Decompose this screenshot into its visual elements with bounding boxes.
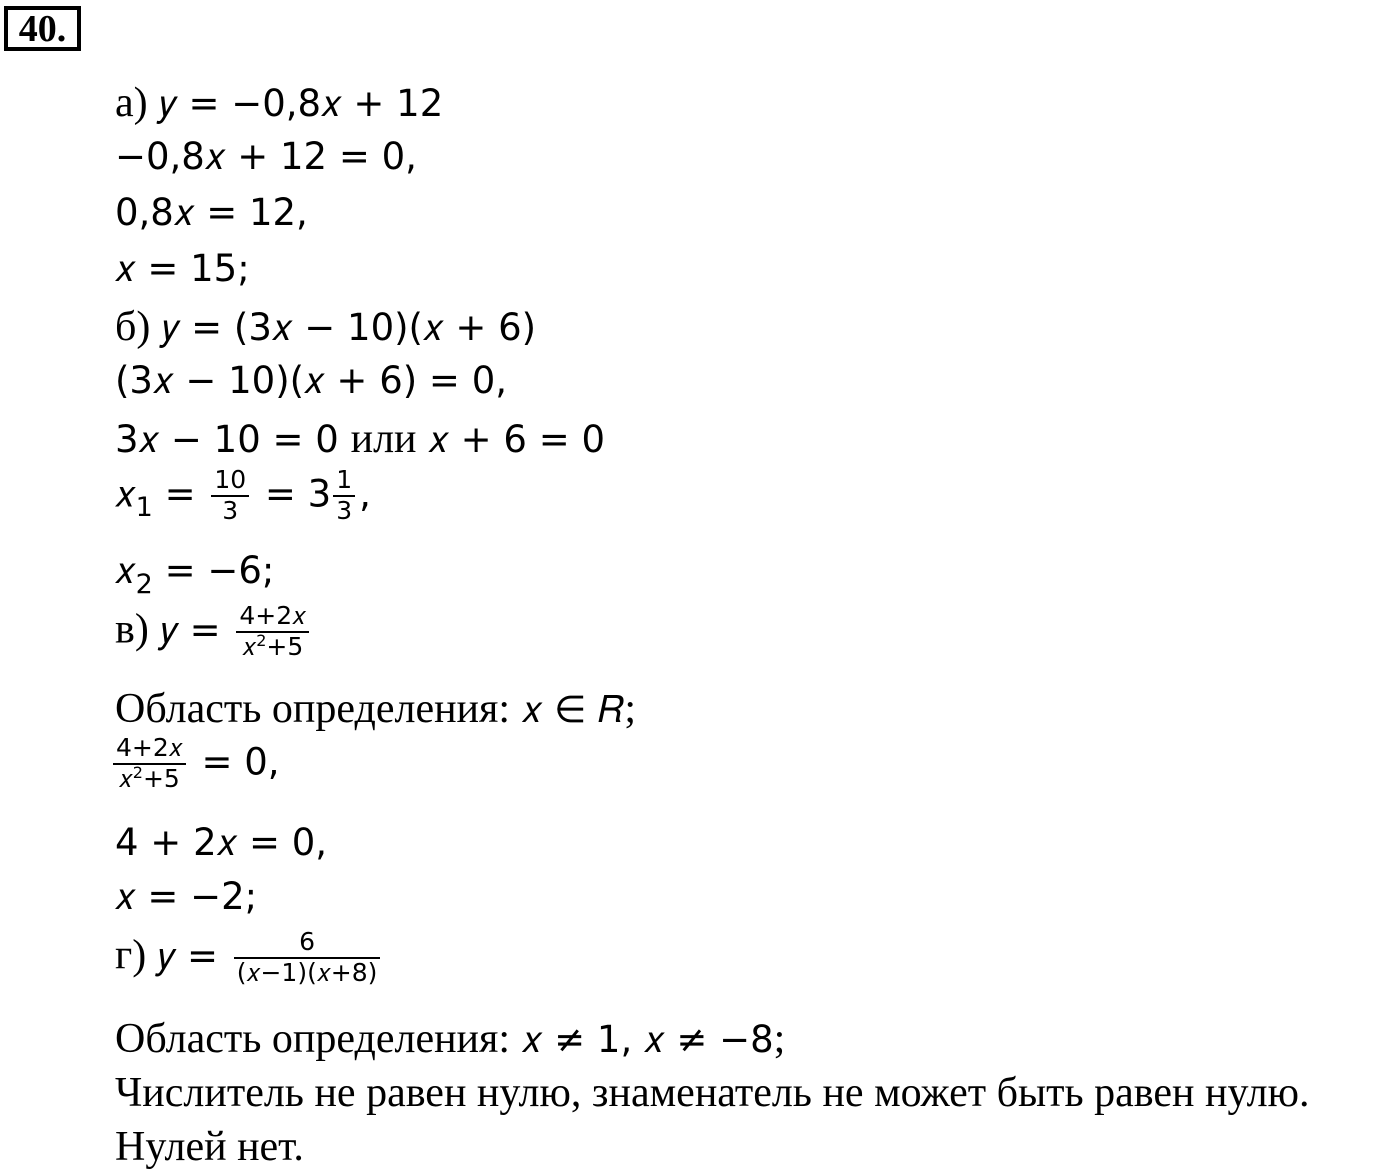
fraction-numerator: 1 <box>336 465 353 494</box>
fraction-numerator: 4+2𝑥 <box>239 601 307 630</box>
part-b-root-2 <box>115 549 275 600</box>
part-g-fraction <box>234 928 381 988</box>
part-b-factor-2: 𝑥 + 6 = 0 <box>428 418 606 461</box>
fraction-numerator: 10 <box>214 465 247 494</box>
part-v-step-1 <box>113 734 280 794</box>
den-x: 𝑥 <box>118 763 133 793</box>
part-v-fraction <box>236 602 309 662</box>
part-b-label: б) <box>115 304 151 350</box>
den-exponent: 2 <box>256 630 267 650</box>
part-b-function: 𝑦 = (3𝑥 − 10)(𝑥 + 6) <box>162 306 537 349</box>
part-b-or-word: или <box>350 416 417 462</box>
comma: , <box>359 472 371 516</box>
equals-sign: = <box>164 472 196 516</box>
x2-symbol: 𝑥 <box>115 549 136 592</box>
fraction-1-over-3 <box>333 466 355 526</box>
den-plus-5: +5 <box>142 763 180 793</box>
fraction-10-over-3 <box>211 466 249 526</box>
x2-subscript: 2 <box>135 569 153 600</box>
part-g-note: Числитель не равен нулю, знаменатель не может быть равен нулю. <box>115 1070 1310 1116</box>
part-a-equation <box>115 82 443 124</box>
equals-zero: = 0, <box>201 740 280 784</box>
part-v-equation <box>115 602 313 662</box>
part-v-domain <box>115 688 636 730</box>
part-g-lhs: 𝑦 = <box>157 934 219 978</box>
part-v-fraction-eq <box>113 734 186 794</box>
part-a-result: 𝑥 = 15; <box>115 247 250 290</box>
part-v-label: в) <box>115 606 149 653</box>
fraction-denominator <box>239 630 306 662</box>
part-b-step-2 <box>115 418 605 460</box>
part-v-step-2: 4 + 2𝑥 = 0, <box>115 821 328 864</box>
part-a-function: 𝑦 = −0,8𝑥 + 12 <box>159 82 444 125</box>
part-g-equation <box>115 928 384 988</box>
semicolon: ; <box>773 1016 786 1062</box>
den-exponent: 2 <box>132 762 143 782</box>
domain-label: Область определения: <box>115 686 511 732</box>
part-g-domain <box>115 1018 785 1060</box>
part-b-step-1: (3𝑥 − 10)(𝑥 + 6) = 0, <box>115 359 507 402</box>
fraction-denominator: (𝑥−1)(𝑥+8) <box>236 957 378 987</box>
part-b-root-1 <box>115 466 371 526</box>
fraction-denominator: 3 <box>336 495 353 525</box>
part-a-step-1: −0,8𝑥 + 12 = 0, <box>115 135 417 178</box>
domain-label: Область определения: <box>115 1016 511 1062</box>
part-b-factor-1: 3𝑥 − 10 = 0 <box>115 418 339 461</box>
den-x: 𝑥 <box>242 631 257 661</box>
part-v-lhs: 𝑦 = <box>160 608 221 652</box>
x1-subscript: 1 <box>135 492 153 524</box>
domain-expression: 𝑥 ≠ 1, 𝑥 ≠ −8 <box>521 1018 774 1061</box>
part-g-answer: Нулей нет. <box>115 1124 304 1170</box>
fraction-numerator: 6 <box>299 927 316 956</box>
part-a-label: а) <box>115 80 148 126</box>
fraction-denominator: 3 <box>222 495 239 525</box>
den-plus-5: +5 <box>266 631 304 661</box>
problem-number-box <box>4 6 81 51</box>
fraction-numerator: 4+2𝑥 <box>116 733 183 762</box>
fraction-denominator <box>116 762 183 794</box>
problem-number: 40. <box>18 8 67 50</box>
domain-expression: 𝑥 ∈ 𝑅 <box>521 688 625 731</box>
x2-value: = −6; <box>164 549 275 592</box>
part-v-result: 𝑥 = −2; <box>115 875 258 918</box>
part-g-label: г) <box>115 932 147 979</box>
part-b-equation <box>115 306 536 348</box>
x1-symbol: 𝑥 <box>115 472 136 516</box>
mixed-number-whole: = 3 <box>264 472 332 516</box>
semicolon: ; <box>624 686 637 732</box>
part-a-step-2: 0,8𝑥 = 12, <box>115 191 308 234</box>
